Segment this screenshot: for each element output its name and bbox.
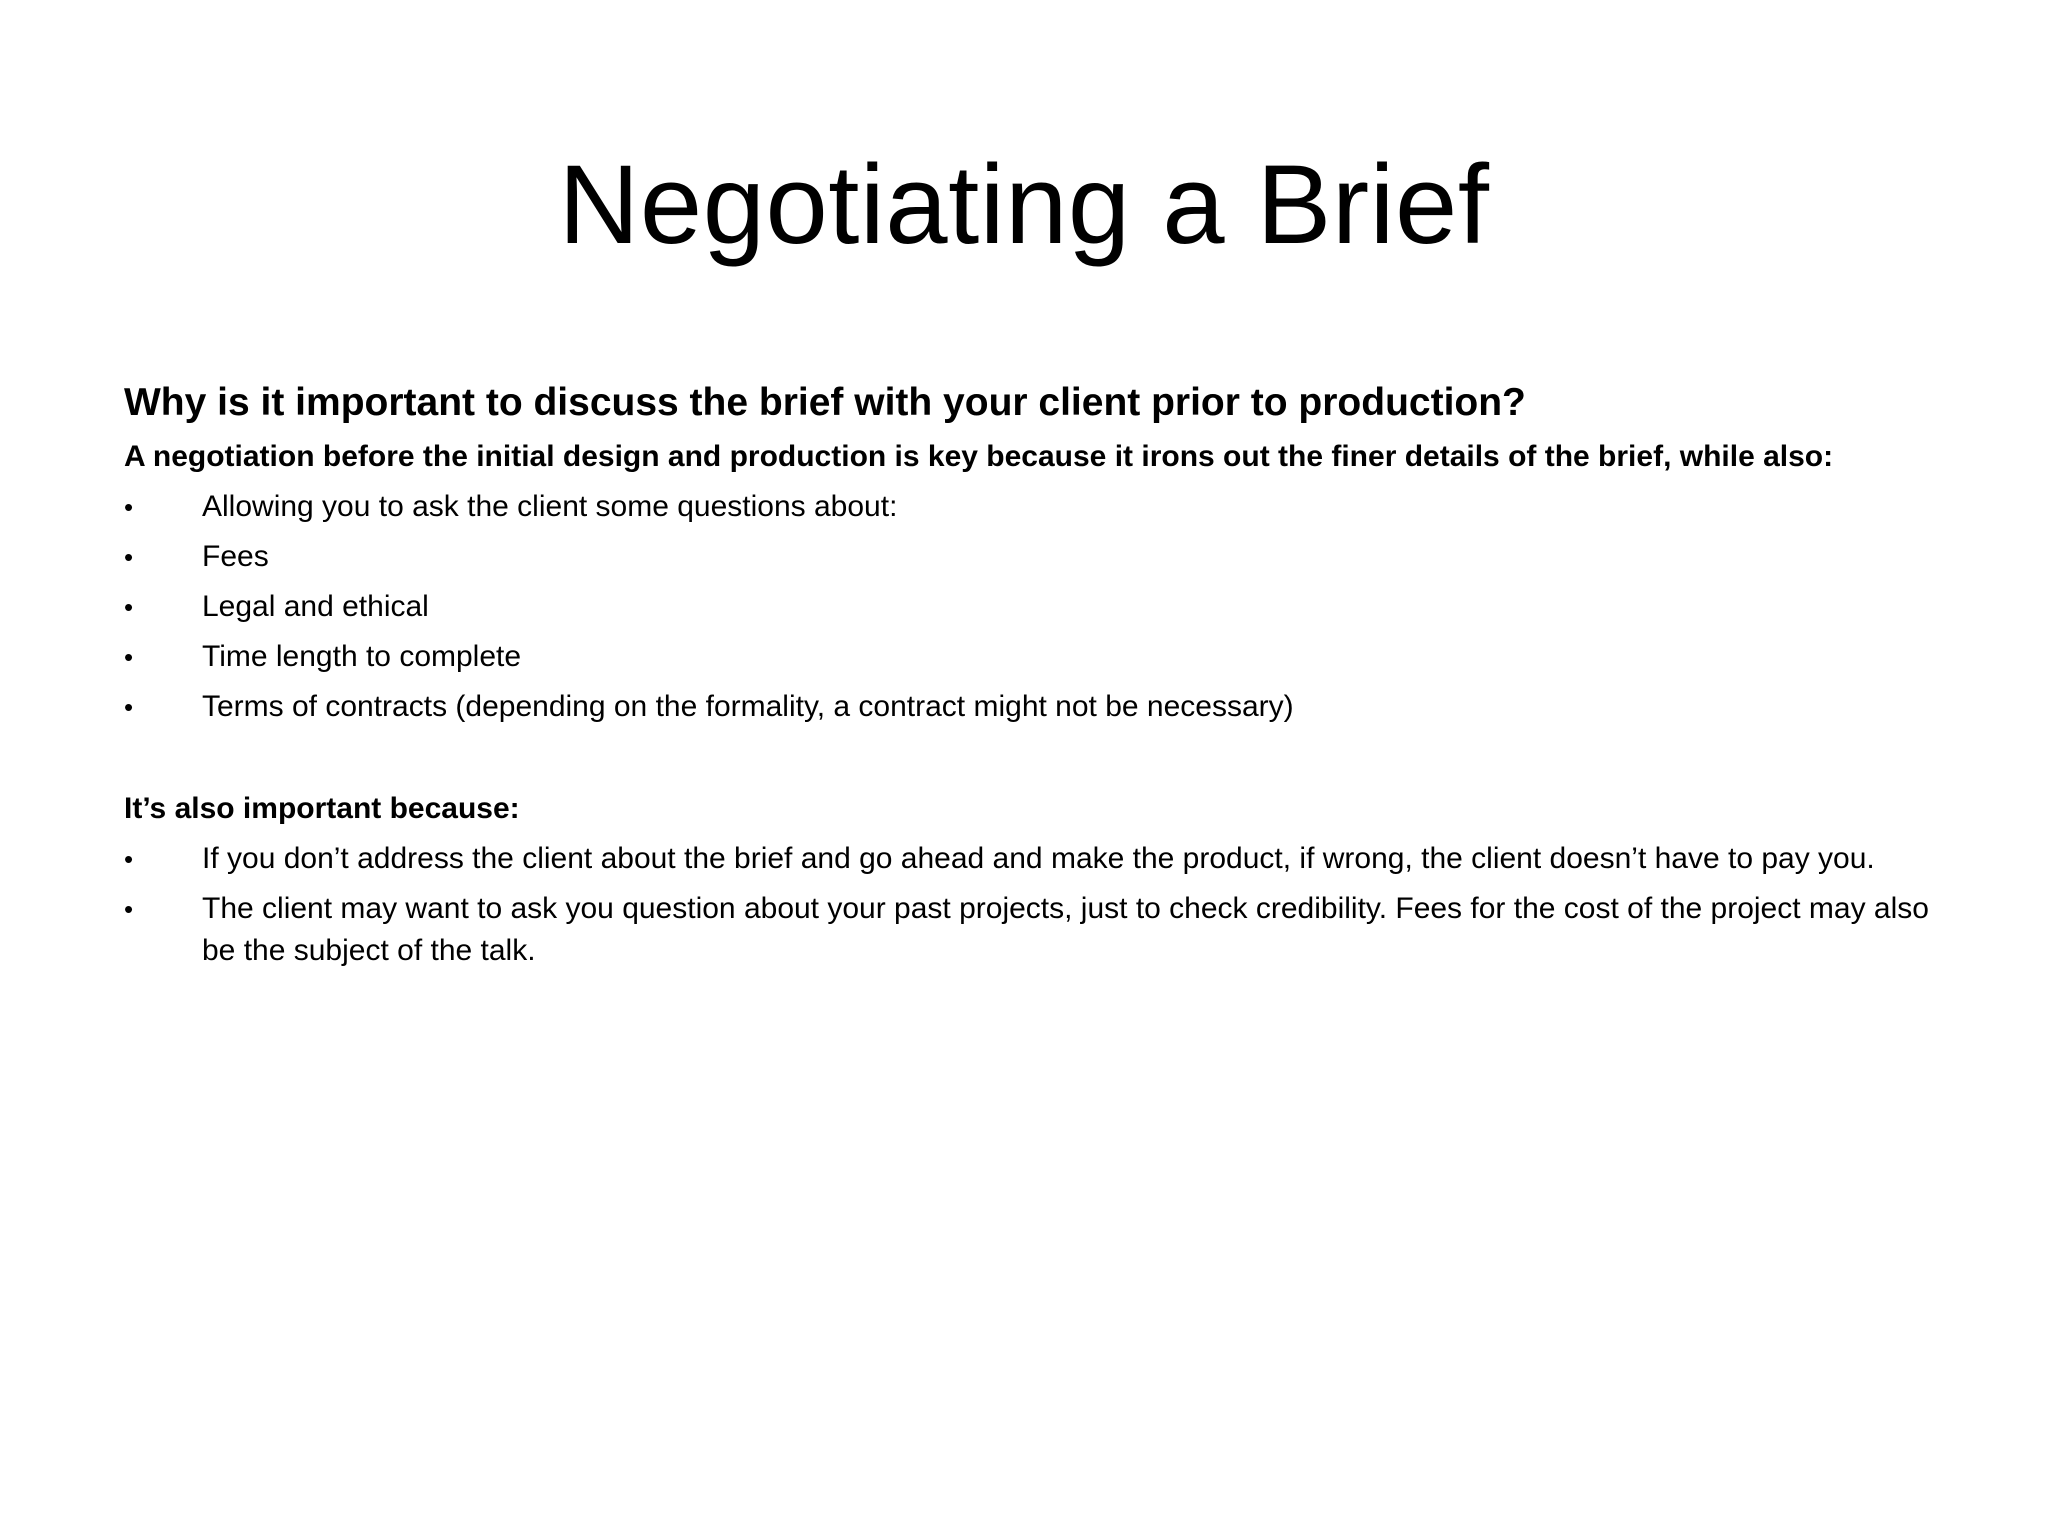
lead-text: A negotiation before the initial design and production is key because it irons out the finer details of the brief, while also: (124, 440, 1834, 473)
second-heading: It’s also important because: (124, 792, 520, 825)
list-item-text: The client may want to ask you question about your past projects, just to check credibility. Fees for the cost of the project may also be the subject of the talk. (202, 892, 1929, 967)
list-item (124, 686, 1944, 728)
list-item (124, 536, 1944, 578)
list-item (124, 888, 1944, 972)
bullet-icon: • (124, 592, 134, 622)
list-item-text: Allowing you to ask the client some questions about: (202, 490, 898, 523)
list-item-text: Legal and ethical (202, 590, 429, 623)
list-item (124, 838, 1944, 880)
list-item-text: Time length to complete (202, 640, 522, 673)
second-bullet-list (124, 838, 1944, 972)
bullet-icon: • (124, 844, 134, 874)
list-item-text: Terms of contracts (depending on the formality, a contract might not be necessary) (202, 690, 1294, 723)
bullet-icon: • (124, 492, 134, 522)
bullet-icon: • (124, 642, 134, 672)
list-item (124, 486, 1944, 528)
slide-title: Negotiating a Brief (558, 142, 1490, 267)
slide-body (124, 378, 1944, 980)
bullet-icon: • (124, 894, 134, 924)
question-heading: Why is it important to discuss the brief with your client prior to production? (124, 381, 1526, 424)
list-item (124, 636, 1944, 678)
bullet-icon: • (124, 692, 134, 722)
bullet-icon: • (124, 542, 134, 572)
list-item-text: If you don’t address the client about the brief and go ahead and make the product, if wrong, the client doesn’t have to pay you. (202, 842, 1875, 875)
section-spacer (124, 736, 1944, 788)
list-item (124, 586, 1944, 628)
list-item-text: Fees (202, 540, 269, 573)
first-bullet-list (124, 486, 1944, 728)
